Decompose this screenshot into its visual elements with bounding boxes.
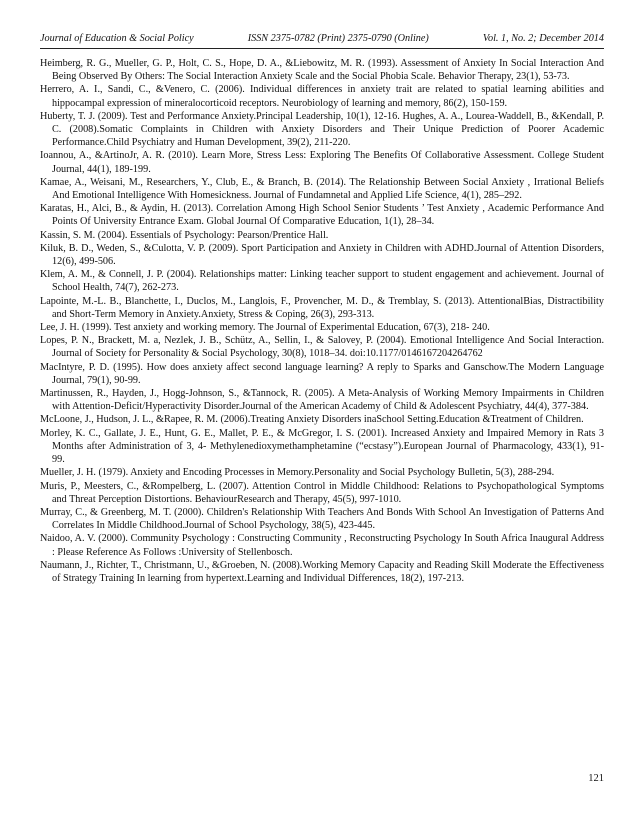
page-number: 121 [588,773,604,784]
reference-entry: Ioannou, A., &ArtinoJr, A. R. (2010). Learn More, Stress Less: Exploring The Benefits Of Collaborative Assessment. College Student Journal, 44(1), 189-199. [40,150,604,175]
reference-entry: Muris, P., Meesters, C., &Rompelberg, L. (2007). Attention Control in Middle Childhood: Relations to Psychopathological Symptoms and Threat Perception Distortions. BehaviourResearch and Therapy, 45(5), 997-1010. [40,480,604,505]
reference-entry: Martinussen, R., Hayden, J., Hogg-Johnson, S., &Tannock, R. (2005). A Meta-Analysis of Working Memory Impairments in Children with Attention-Deficit/Hyperactivity Disorder.Journal of the American Academy of Child & Adolescent Psychiatry, 44(4), 377-384. [40,388,604,413]
reference-entry: Kiluk, B. D., Weden, S., &Culotta, V. P. (2009). Sport Participation and Anxiety in Children with ADHD.Journal of Attention Disorders, 12(6), 499-506. [40,242,604,268]
reference-entry: Huberty, T. J. (2009). Test and Performance Anxiety.Principal Leadership, 10(1), 12-16. Hughes, A. A., Lourea-Waddell, B., &Kendall, P. C. (2008).Somatic Complaints in Children with Anxiety Disorders and Their Unique Prediction of Poorer Academic Performance.Child Psychiatry and Human Development, 39(2), 211-220. [40,110,604,149]
reference-entry: Heimberg, R. G., Mueller, G. P., Holt, C. S., Hope, D. A., &Liebowitz, M. R. (1993). Assessment of Anxiety In Social Interaction And Being Observed By Others: The Social Interaction Anxiety Scale and the Social Phobia Scale. Behavior Therapy, 23(1), 53-73. [40,58,604,83]
reference-entry: Mueller, J. H. (1979). Anxiety and Encoding Processes in Memory.Personality and Social Psychology Bulletin, 5(3), 288-294. [40,467,555,479]
volume-info: Vol. 1, No. 2; December 2014 [482,33,604,44]
reference-entry: Lee, J. H. (1999). Test anxiety and working memory. The Journal of Experimental Education, 67(3), 218- 240. [40,322,490,334]
reference-entry: Herrero, A. I., Sandi, C., &Venero, C. (2006). Individual differences in anxiety trait are related to spatial learning abilities and hippocampal expression of mineralocorticoid receptors. Neurobiology of learning and memory, 86(2), 150-159. [40,84,604,109]
issn-info: ISSN 2375-0782 (Print) 2375-0790 (Online) [247,33,429,44]
reference-entry: Lapointe, M.-L. B., Blanchette, I., Duclos, M., Langlois, F., Provencher, M. D., & Tremblay, S. (2013). AttentionalBias, Distractibility and Short-Term Memory in Anxiety.Anxiety, Stress & Coping, 26(3), 293-313. [40,295,604,320]
reference-entry: Naumann, J., Richter, T., Christmann, U., &Groeben, N. (2008).Working Memory Capacity and Reading Skill Moderate the Effectiveness of Strategy Training In learning from hypertext.Learning and Individual Differences, 18(2), 197-213. [40,559,604,584]
reference-entry: Morley, K. C., Gallate, J. E., Hunt, G. E., Mallet, P. E., & McGregor, I. S. (2001). Increased Anxiety and Impaired Memory in Rats 3 Months after Administration of 3, 4- Methylenedioxymethamphetamine (“ecstasy”).European Journal of Pharmacology, 433(1), 91- 99. [40,427,604,466]
running-header [40,33,604,45]
reference-entry: McLoone, J., Hudson, J. L., &Rapee, R. M. (2006).Treating Anxiety Disorders inaSchool Setting.Education &Treatment of Children. [40,414,584,426]
reference-entry: Klem, A. M., & Connell, J. P. (2004). Relationships matter: Linking teacher support to student engagement and achievement. Journal of School Health, 74(7), 262-273. [40,269,604,294]
header-rule [40,48,604,49]
reference-entry: Kassin, S. M. (2004). Essentials of Psychology: Pearson/Prentice Hall. [40,229,329,241]
reference-entry: Murray, C., & Greenberg, M. T. (2000). Children's Relationship With Teachers And Bonds With School An Investigation of Patterns And Correlates In Middle Childhood.Journal of School Psychology, 38(5), 423-445. [40,506,604,532]
reference-entry: Karatas, H., Alci, B., & Aydin, H. (2013). Correlation Among High School Senior Students ’ Test Anxiety , Academic Performance And Points Of University Entrance Exam. Global Journal Of Comparative Education, 1(1), 28–34. [40,203,604,228]
reference-entry: Kamae, A., Weisani, M., Researchers, Y., Club, E., & Branch, B. (2014). The Relationship Between Social Anxiety , Irrational Beliefs And Emotional Intelligence With Homesickness. Journal of Fundamnetal and Applied Life Science, 4(1), 285–292. [40,176,604,202]
reference-entry: Lopes, P. N., Brackett, M. a, Nezlek, J. B., Schütz, A., Sellin, I., & Salovey, P. (2004). Emotional Intelligence And Social Interaction. Journal of Society for Personality & Social Psychology, 30(8), 1018–34. doi:10.1177/0146167204264762 [40,335,604,360]
reference-list [40,57,604,585]
journal-name: Journal of Education & Social Policy [40,33,194,44]
reference-entry: Naidoo, A. V. (2000). Community Psychology : Constructing Community , Reconstructing Psychology In South Africa Inaugural Address : Please Reference As Follows :University of Stellenbosch. [40,533,604,558]
reference-entry: MacIntyre, P. D. (1995). How does anxiety affect second language learning? A reply to Sparks and Ganschow.The Modern Language Journal, 79(1), 90-99. [40,361,604,386]
